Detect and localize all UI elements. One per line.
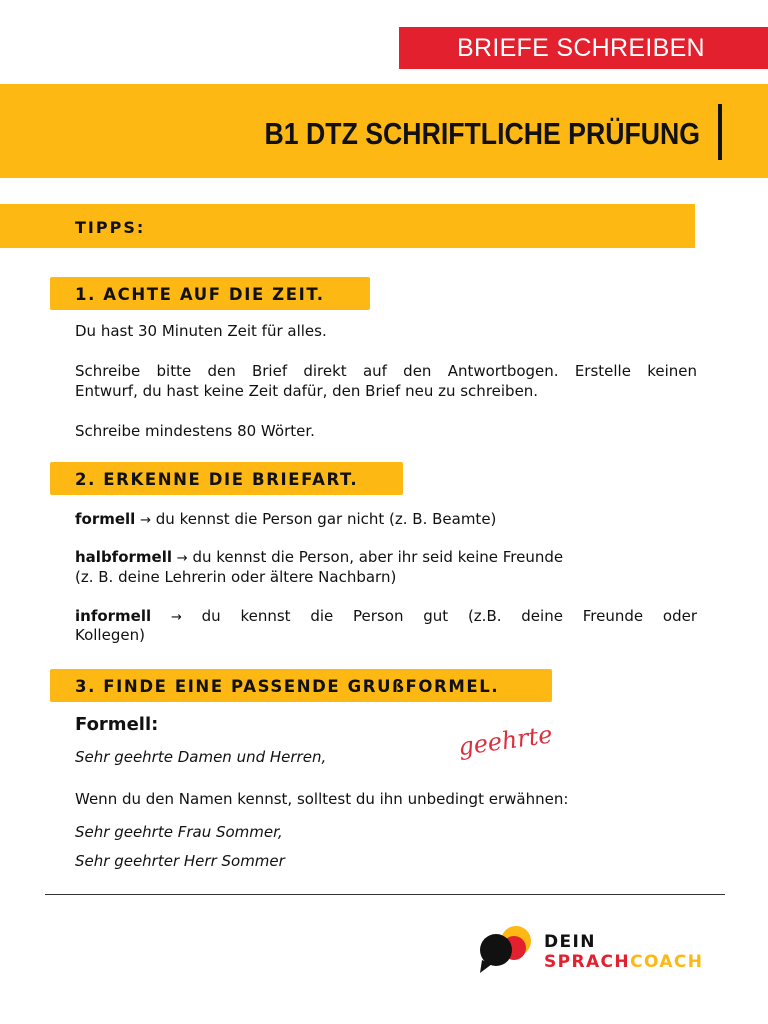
speech-bubble-logo-icon [474,920,540,980]
description-continued: Kollegen) [75,626,145,644]
step-3-heading: 3. FINDE EINE PASSENDE GRUßFORMEL. [50,669,552,702]
description: du kennst die Person, aber ihr seid keine Freunde [187,548,564,566]
brand-logo [474,920,714,980]
greeting-example: Sehr geehrter Herr Sommer [75,852,285,870]
logo-word-sprachcoach [544,952,703,972]
title-divider-bar [718,104,722,160]
paragraph: Entwurf, du hast keine Zeit dafür, den Brief neu zu schreiben. [75,382,539,400]
arrow-right-icon: → [140,513,152,528]
subheading-formell: Formell: [75,714,159,735]
letter-type-formell [75,509,697,531]
description-continued: (z. B. deine Lehrerin oder ältere Nachbarn) [75,568,397,586]
logo-word-dein: DEIN [544,932,596,952]
paragraph: Du hast 30 Minuten Zeit für alles. [75,322,327,340]
logo-word-sprach: SPRACH [544,952,631,972]
page-title: B1 DTZ SCHRIFTLICHE PRÜFUNG [264,116,700,151]
instruction-text: Wenn du den Namen kennst, solltest du ihn unbedingt erwähnen: [75,790,569,808]
letter-type-halbformell [75,547,697,569]
divider [45,894,725,895]
term: halbformell [75,548,172,566]
arrow-right-icon: → [170,610,182,625]
greeting-example: Sehr geehrte Frau Sommer, [75,823,283,841]
description: du kennst die Person gut (z.B. deine Freunde oder [181,607,697,625]
term: formell [75,510,136,528]
logo-word-coach: COACH [630,952,704,972]
paragraph: Schreibe bitte den Brief direkt auf den Antwortbogen. Erstelle keinen [75,362,697,380]
tips-label: TIPPS: [75,218,146,237]
handwritten-note-text: geehrte [456,720,555,762]
section-tag: BRIEFE SCHREIBEN [399,27,768,69]
description: du kennst die Person gar nicht (z. B. Beamte) [151,510,497,528]
handwritten-note [456,718,566,762]
step-1-heading: 1. ACHTE AUF DIE ZEIT. [50,277,370,310]
term: informell [75,607,152,625]
paragraph: Schreibe mindestens 80 Wörter. [75,422,315,440]
arrow-right-icon: → [176,551,188,566]
step-2-heading: 2. ERKENNE DIE BRIEFART. [50,462,403,495]
greeting-example: Sehr geehrte Damen und Herren, [75,748,327,766]
